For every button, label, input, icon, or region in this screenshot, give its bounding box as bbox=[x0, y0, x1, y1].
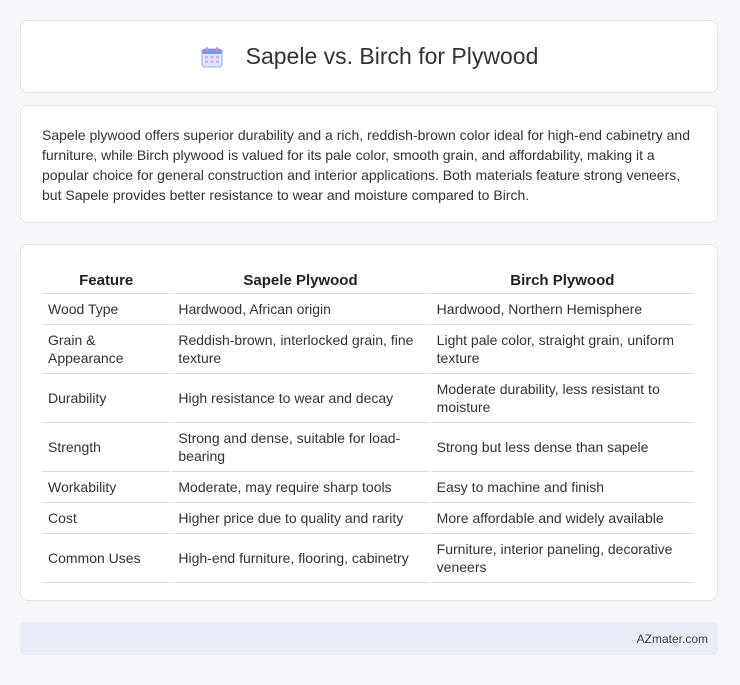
calendar-icon bbox=[200, 45, 224, 69]
summary-text: Sapele plywood offers superior durability and a rich, reddish-brown color ideal for high-end cabinetry and furniture, while Birch plywood is valued for its pale color, smooth grain, and affordability, making it a popular choice for general construction and interior applications. Both materials feature strong veneers, but Sapele provides better resistance to wear and moisture compared to Birch. bbox=[42, 127, 690, 203]
table-row bbox=[42, 423, 694, 472]
footer bbox=[20, 622, 718, 655]
sapele-cell: High resistance to wear and decay bbox=[172, 374, 428, 423]
footer-brand: AZmater.com bbox=[636, 631, 708, 646]
sapele-cell: Higher price due to quality and rarity bbox=[172, 503, 428, 534]
sapele-cell: Hardwood, African origin bbox=[172, 294, 428, 325]
comparison-table-card bbox=[20, 244, 718, 601]
table-row bbox=[42, 534, 694, 583]
column-header-feature: Feature bbox=[42, 265, 170, 294]
table-row bbox=[42, 294, 694, 325]
feature-cell: Strength bbox=[42, 423, 170, 472]
table-header-row bbox=[42, 265, 694, 294]
sapele-cell: Reddish-brown, interlocked grain, fine texture bbox=[172, 325, 428, 374]
title-card bbox=[20, 20, 718, 93]
sapele-cell: High-end furniture, flooring, cabinetry bbox=[172, 534, 428, 583]
birch-cell: Furniture, interior paneling, decorative veneers bbox=[431, 534, 694, 583]
sapele-cell: Strong and dense, suitable for load-bearing bbox=[172, 423, 428, 472]
sapele-cell: Moderate, may require sharp tools bbox=[172, 472, 428, 503]
birch-cell: Light pale color, straight grain, uniform texture bbox=[431, 325, 694, 374]
table-row bbox=[42, 503, 694, 534]
feature-cell: Durability bbox=[42, 374, 170, 423]
birch-cell: Hardwood, Northern Hemisphere bbox=[431, 294, 694, 325]
feature-cell: Cost bbox=[42, 503, 170, 534]
feature-cell: Wood Type bbox=[42, 294, 170, 325]
birch-cell: More affordable and widely available bbox=[431, 503, 694, 534]
feature-cell: Workability bbox=[42, 472, 170, 503]
column-header-sapele: Sapele Plywood bbox=[172, 265, 428, 294]
summary-card bbox=[20, 105, 718, 223]
birch-cell: Strong but less dense than sapele bbox=[431, 423, 694, 472]
table-row bbox=[42, 374, 694, 423]
birch-cell: Moderate durability, less resistant to moisture bbox=[431, 374, 694, 423]
column-header-birch: Birch Plywood bbox=[431, 265, 694, 294]
birch-cell: Easy to machine and finish bbox=[431, 472, 694, 503]
table-row bbox=[42, 472, 694, 503]
feature-cell: Grain & Appearance bbox=[42, 325, 170, 374]
comparison-table bbox=[40, 265, 696, 583]
page-title: Sapele vs. Birch for Plywood bbox=[245, 43, 539, 69]
table-row bbox=[42, 325, 694, 374]
feature-cell: Common Uses bbox=[42, 534, 170, 583]
